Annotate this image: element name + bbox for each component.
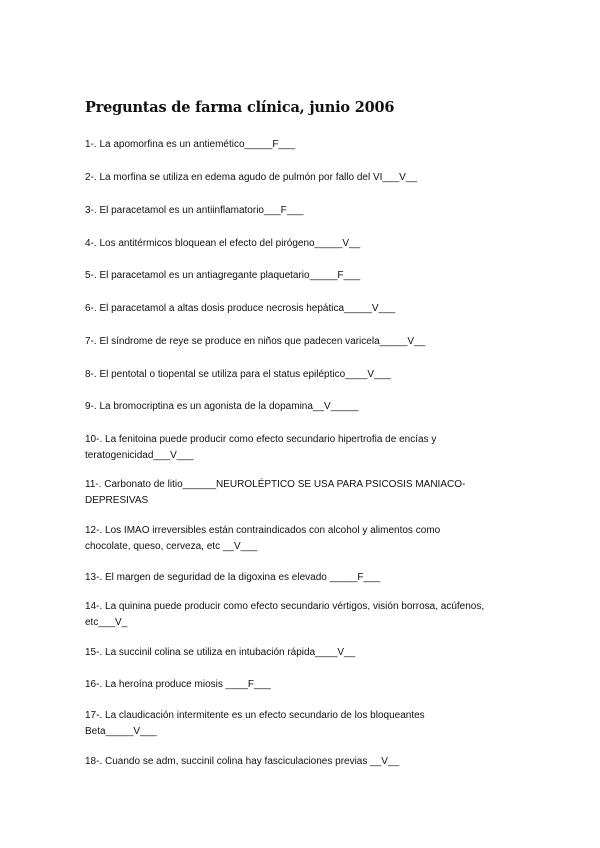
question-item: 18-. Cuando se adm, succinil colina hay fasciculaciones previas __V__: [85, 756, 400, 767]
question-item: 16-. La heroína produce miosis ____F___: [85, 679, 271, 690]
question-item: 11-. Carbonato de litio______NEUROLÉPTICO SE USA PARA PSICOSIS MANIACO-DEPRESIVAS: [85, 479, 466, 506]
question-item: 9-. La bromocriptina es un agonista de la dopamina__V_____: [85, 401, 359, 412]
question-item: 2-. La morfina se utiliza en edema agudo de pulmón por fallo del VI___V__: [85, 172, 417, 183]
question-item: 6-. El paracetamol a altas dosis produce necrosis hepática_____V___: [85, 303, 396, 314]
question-list: [85, 137, 485, 774]
question-item: 5-. El paracetamol es un antiagregante plaquetario_____F___: [85, 270, 361, 281]
question-item: 17-. La claudicación intermitente es un efecto secundario de los bloqueantes Beta_____V___: [85, 710, 428, 737]
page-title: Preguntas de farma clínica, junio 2006: [85, 99, 395, 116]
question-item: 14-. La quinina puede producir como efecto secundario vértigos, visión borrosa, acúfenos, etc___V_: [85, 601, 487, 628]
question-item: 4-. Los antitérmicos bloquean el efecto del pirógeno_____V__: [85, 238, 361, 249]
question-item: 7-. El síndrome de reye se produce en niños que padecen varicela_____V__: [85, 336, 426, 347]
question-item: 10-. La fenitoina puede producir como efecto secundario hipertrofia de encías y teratogenicidad___V___: [85, 434, 440, 461]
question-item: 13-. El margen de seguridad de la digoxina es elevado _____F___: [85, 572, 381, 583]
question-item: 8-. El pentotal o tiopental se utiliza para el status epiléptico____V___: [85, 369, 391, 380]
question-item: 12-. Los IMAO irreversibles están contraindicados con alcohol y alimentos como chocolate, queso, cerveza, etc __V___: [85, 525, 443, 552]
question-item: 3-. El paracetamol es un antiinflamatorio___F___: [85, 205, 304, 216]
question-item: 1-. La apomorfina es un antiemético_____F___: [85, 139, 296, 150]
question-item: 15-. La succinil colina se utiliza en intubación rápida____V__: [85, 647, 356, 658]
